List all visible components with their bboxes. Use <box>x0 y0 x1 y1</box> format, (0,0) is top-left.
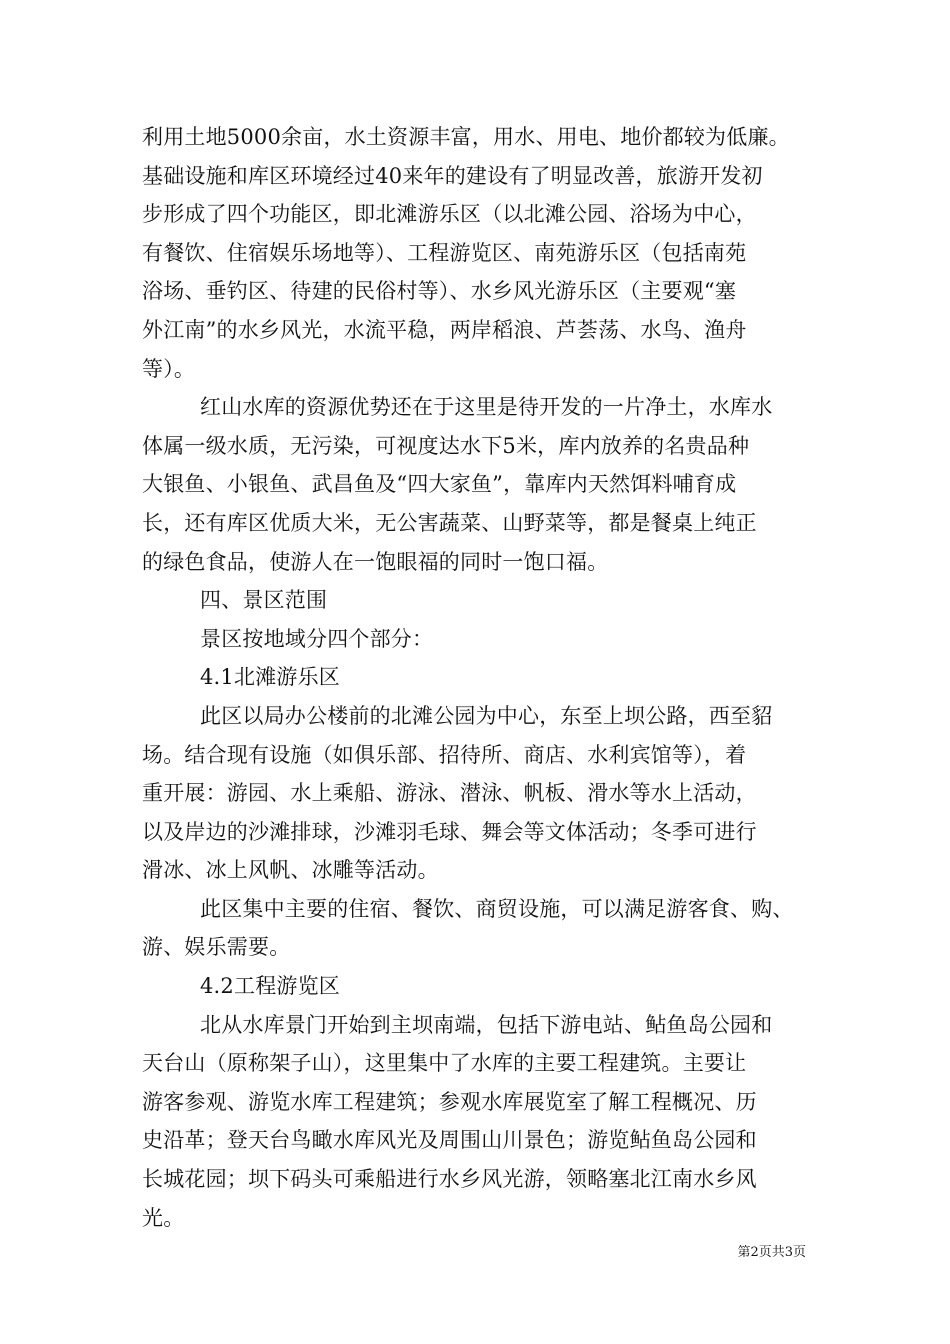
text-line: 滑冰、冰上风帆、冰雕等活动。 <box>142 858 439 883</box>
text-line: 史沿革；登天台鸟瞰水库风光及周围山川景色；游览鲇鱼岛公园和 <box>142 1128 757 1153</box>
section-heading: 四、景区范围 <box>200 588 328 613</box>
text-line: 重开展：游园、水上乘船、游泳、潜泳、帆板、滑水等水上活动， <box>142 781 757 806</box>
text-line: 基础设施和库区环境经过40来年的建设有了明显改善，旅游开发初 <box>142 163 763 188</box>
paragraph-first-line: 此区以局办公楼前的北滩公园为中心，东至上坝公路，西至貂 <box>200 703 773 728</box>
paragraph-first-line: 红山水库的资源优势还在于这里是待开发的一片净土，水库水 <box>200 395 773 420</box>
text-line: 大银鱼、小银鱼、武昌鱼及“四大家鱼”，靠库内天然饵料哺育成 <box>142 472 737 497</box>
document-body <box>142 118 814 1237</box>
text-line: 外江南”的水乡风光，水流平稳，两岸稻浪、芦荟荡、水鸟、渔舟 <box>142 317 747 342</box>
text-line: 天台山（原称架子山），这里集中了水库的主要工程建筑。主要让 <box>142 1051 747 1076</box>
page-number: 第2页共3页 <box>737 1245 806 1260</box>
text-line: 浴场、垂钓区、待建的民俗村等）、水乡风光游乐区（主要观“塞 <box>142 279 737 304</box>
text-line: 的绿色食品，使游人在一饱眼福的同时一饱口福。 <box>142 549 609 574</box>
text-line: 体属一级水质，无污染，可视度达水下5米，库内放养的名贵品种 <box>142 433 750 458</box>
text-line: 光。 <box>142 1205 185 1230</box>
text-line: 以及岸边的沙滩排球，沙滩羽毛球、舞会等文体活动；冬季可进行 <box>142 819 757 844</box>
text-line: 长，还有库区优质大米，无公害蔬菜、山野菜等，都是餐桌上纯正 <box>142 510 757 535</box>
text-line: 等）。 <box>142 356 196 381</box>
text-line: 有餐饮、住宿娱乐场地等）、工程游览区、南苑游乐区（包括南苑 <box>142 240 747 265</box>
text-line: 游客参观、游览水库工程建筑；参观水库展览室了解工程概况、历 <box>142 1089 757 1114</box>
paragraph-first-line: 此区集中主要的住宿、餐饮、商贸设施，可以满足游客食、购、 <box>200 896 794 921</box>
subsection-heading-4-2: 4.2工程游览区 <box>200 974 340 999</box>
text-line: 长城花园；坝下码头可乘船进行水乡风光游，领略塞北江南水乡风 <box>142 1167 757 1192</box>
paragraph-first-line: 北从水库景门开始到主坝南端，包括下游电站、鲇鱼岛公园和 <box>200 1012 773 1037</box>
section-intro: 景区按地域分四个部分： <box>200 626 434 651</box>
text-line: 步形成了四个功能区，即北滩游乐区（以北滩公园、浴场为中心， <box>142 202 757 227</box>
text-line: 利用土地5000余亩，水土资源丰富，用水、用电、地价都较为低廉。 <box>142 125 790 149</box>
text-line: 场。结合现有设施（如俱乐部、招待所、商店、水利宾馆等），着 <box>142 742 747 767</box>
text-line: 游、娱乐需要。 <box>142 935 291 960</box>
subsection-heading-4-1: 4.1北滩游乐区 <box>200 665 340 690</box>
